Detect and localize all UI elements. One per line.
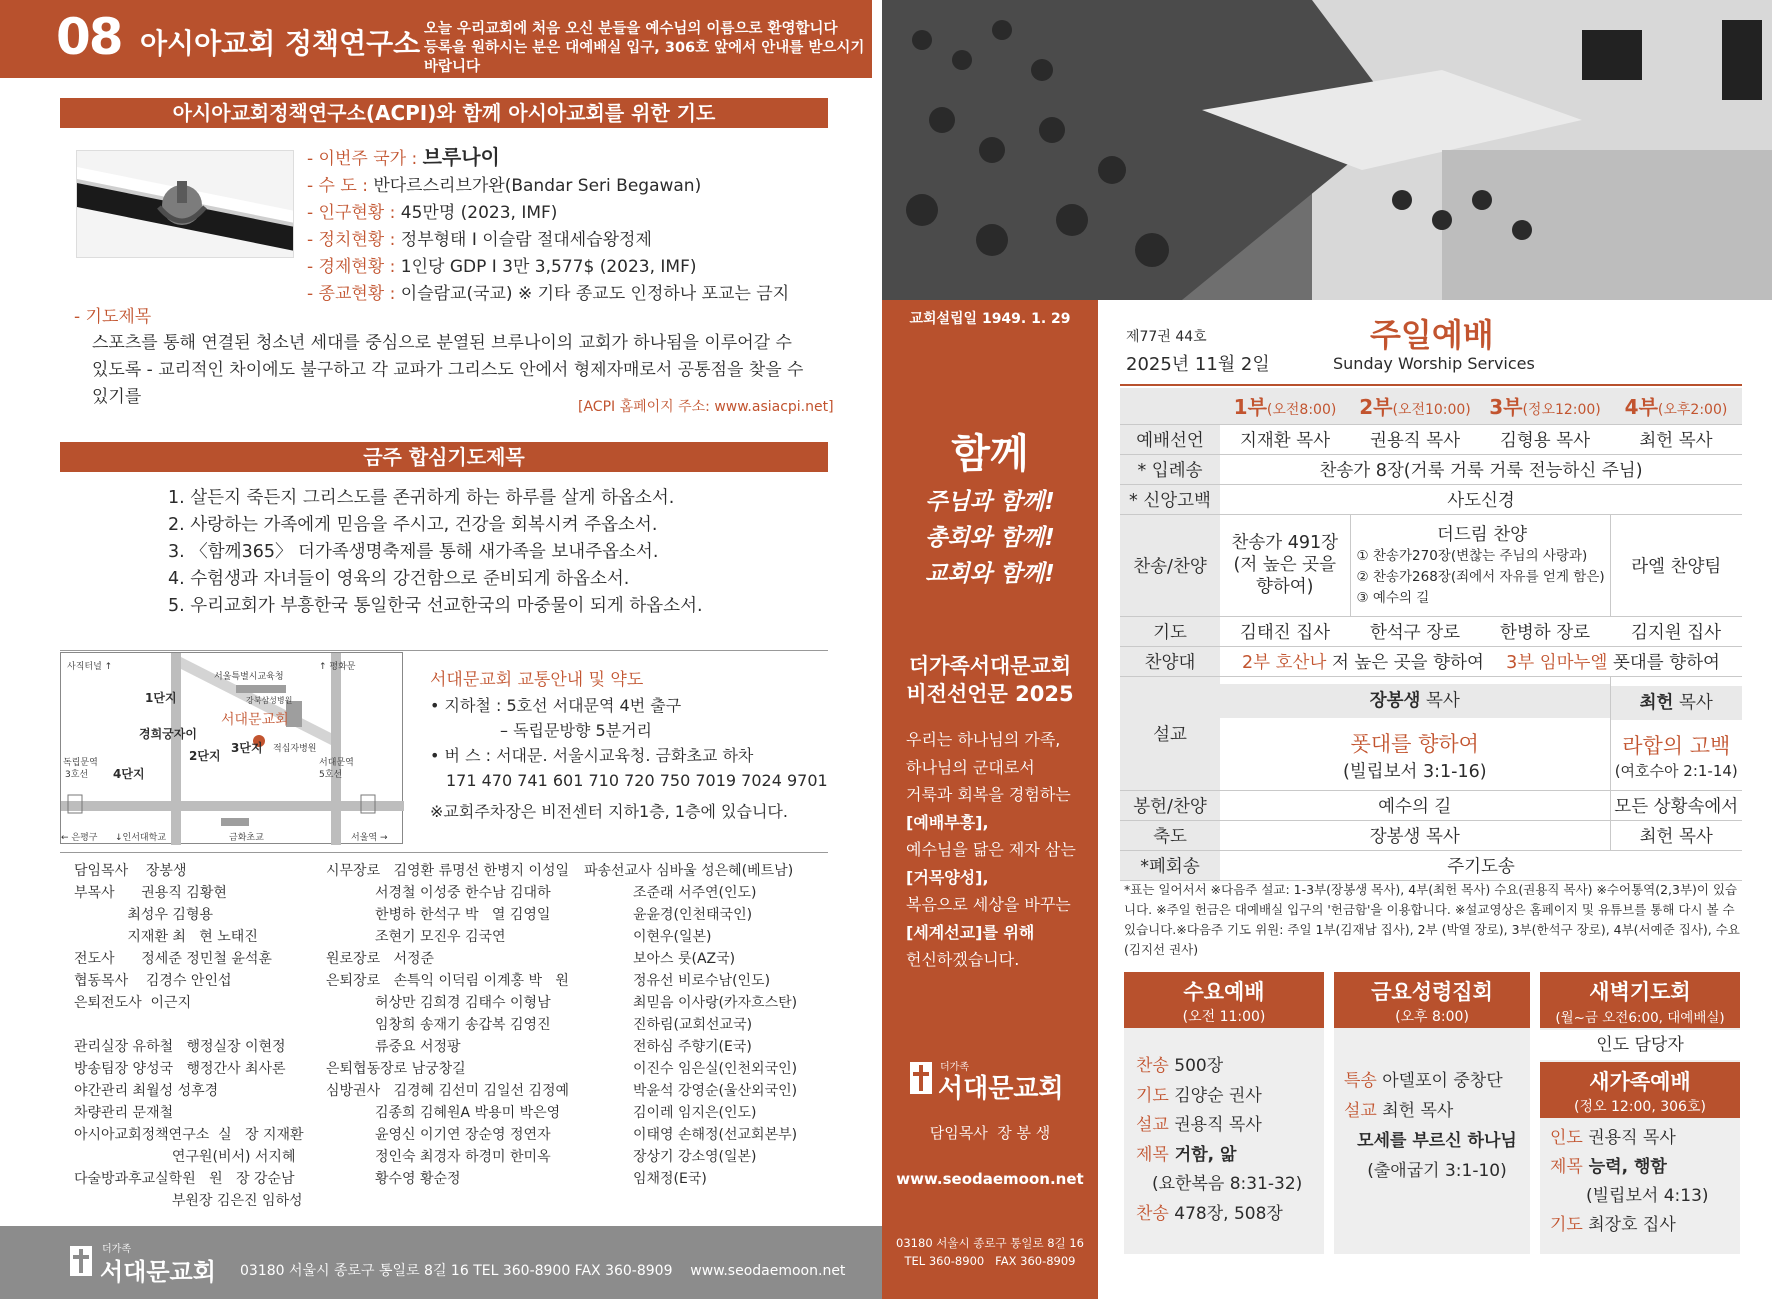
wednesday-service: 수요예배 (오전 11:00) 찬송 500장 기도 김양순 권사 설교 권용직 목사 제목 거함, 앎 (요한복음 8:31-32) 찬송 478장, 508장: [1124, 972, 1324, 1254]
service-title-en: Sunday Worship Services: [1333, 354, 1535, 373]
table-row: * 신앙고백 사도신경: [1120, 484, 1742, 514]
transport-title: 서대문교회 교통안내 및 약도: [430, 670, 644, 690]
footer-address: 03180 서울시 종로구 통일로 8길 16 TEL 360-8900 FAX 360-8909 www.seodaemoon.net: [240, 1263, 846, 1279]
fact-religion: - 종교현황 : 이슬람교(국교) ※ 기타 종교도 인정하나 포교는 금지: [307, 284, 790, 304]
staff-list-2: 시무장로 김영환 류명선 한병지 이성일 서경철 이성중 한수남 김대하 한병하 한석구 박 열 김영일 조현기 모진우 김국연 원로장로 서정준 은퇴장로 손특익 이덕림 이계홍 박 원 허상만 김희경 김태수 이형남 임창희 송재기 송갑복 김영진 류중요 서정팡 은퇴협동장로 남궁창길 심방권사 김경혜 김선미 김일선 김정예 김종희 김혜원A 박용미 박은영 윤영신 이기연 장순영 정연자 정인숙 최경자 하경미 한미옥 황수영 황순정: [326, 863, 570, 1187]
subway-direction: – 독립문방향 5분거리: [500, 721, 652, 740]
acpi-band: 아시아교회정책연구소(ACPI)와 함께 아시아교회를 위한 기도: [60, 98, 828, 128]
country-facts: [307, 144, 789, 308]
founded-date: 교회설립일 1949. 1. 29: [909, 311, 1071, 327]
prayer-topic-title: - 기도제목: [74, 307, 152, 327]
table-row: 예배선언 지재환 목사 권용직 목사 김형용 목사 최헌 목사: [1120, 424, 1742, 454]
acpi-website[interactable]: [ACPI 홈페이지 주소: www.asiacpi.net]: [578, 399, 834, 415]
page-header: [0, 0, 872, 78]
footer-logo-small: 더가족: [102, 1244, 131, 1255]
footer: [0, 1226, 882, 1299]
service-title: 주일예배: [1370, 316, 1494, 354]
prayer-topic-line-3: 있기를: [92, 387, 142, 407]
table-row: *폐회송 주기도송: [1120, 850, 1742, 880]
prayer-band: 금주 합심기도제목: [60, 442, 828, 472]
worship-photo: [882, 0, 1772, 300]
church-logo-icon: [910, 1062, 932, 1094]
subway-line: • 지하철 : 5호선 서대문역 4번 출구: [430, 696, 682, 715]
welcome-note: [424, 20, 872, 77]
table-row: 설교 장봉생 목사 폿대를 향하여 (빌립보서 3:1-16) 최헌 목사 라합의 고백 (여호수아 2:1-14): [1120, 676, 1742, 790]
footer-logo-name: 서대문교회: [100, 1258, 216, 1286]
senior-pastor: 담임목사 장 봉 생: [929, 1124, 1051, 1142]
prayer-item: 5. 우리교회가 부흥한국 통일한국 선교한국의 마중물이 되게 하옵소서.: [168, 596, 703, 616]
vision-title: 더가족서대문교회 비전선언문 2025: [906, 654, 1074, 706]
motto: 주님과 함께! 총회와 함께! 교회와 함께!: [925, 489, 1055, 587]
page-number: 08: [56, 8, 122, 66]
service-notes: *표는 일어서서 ※다음주 설교: 1-3부(장봉생 목사), 4부(최헌 목사) 수요(권용직 목사) ※수어통역(2,3부)이 있습니다. ※주일 헌금은 대예배실 입구의 '헌금함'을 이용합니다. ※설교영상은 홈페이지 및 유튜브를 통해 다시 볼 수 있습니다.※다음주 기도 위원: 주일 1부(김재남 집사), 2부 (박열 장로), 3부(한석구 장로), 4부(서예준 집사), 수요(김지선 권사): [1124, 882, 1740, 957]
fact-capital: - 수 도 : 반다르스리브가완(Bandar Seri Begawan): [307, 176, 702, 196]
transport-info: [430, 668, 828, 824]
fact-population: - 인구현황 : 45만명 (2023, IMF): [307, 203, 558, 223]
worship-order-table: 1부(오전8:00) 2부(오전10:00) 3부(정오12:00) 4부(오후2:00) 예배선언 지재환 목사 권용직 목사 김형용 목사 최헌 목사 * 입례송 찬송가 8장(거룩 거룩 거룩 전능하신 주님) * 신앙고백 사도신경 찬송/찬양 찬송가 491장 (저 높은 곳을 향하여) 더드림 찬양 ① 찬송가270장(변찮는 주님의 사랑과) ② 찬송가268장(죄에서 자유를 얻게 함은) ③ 예수의 길 라엘 찬양팀 기도 김태진 집사 한석구 장로 한병하 장로 김지원 집사 찬양대 2부 호산나 저 높은 곳을 향하여 3부 임마누엘 폿대를 향하여 설교 장봉생 목사 폿대를 향하여 (빌립보서 3:1-16) 최헌 목사 라합의 고백 (여호수아 2:1-14) 봉헌/찬양 예수의 길 모든 상황속에서 축도 장봉생 목사 최헌 목사 *폐회송 주기도송: [1120, 388, 1742, 881]
prayer-item: 1. 살든지 죽든지 그리스도를 존귀하게 하는 하루를 살게 하옵소서.: [168, 488, 675, 508]
table-row: 축도 장봉생 목사 최헌 목사: [1120, 820, 1742, 850]
bus-numbers: 171 470 741 601 710 720 750 7019 7024 9701: [446, 771, 828, 790]
prayer-list: [168, 485, 703, 620]
page-title: 아시아교회 정책연구소: [140, 27, 421, 60]
table-row: * 입례송 찬송가 8장(거룩 거룩 거룩 전능하신 주님): [1120, 454, 1742, 484]
prayer-item: 2. 사랑하는 가족에게 믿음을 주시고, 건강을 회복시켜 주옵소서.: [168, 515, 658, 535]
parking-note: ※교회주차장은 비전센터 지하1층, 1층에 있습니다.: [430, 802, 788, 821]
prayer-item: 4. 수험생과 자녀들이 영육의 강건함으로 준비되게 하옵소서.: [168, 569, 630, 589]
address: 03180 서울시 종로구 통일로 8길 16 TEL 360-8900 FAX 360-8909: [896, 1236, 1084, 1268]
table-row: 찬송/찬양 찬송가 491장 (저 높은 곳을 향하여) 더드림 찬양 ① 찬송가270장(변찮는 주님의 사랑과) ② 찬송가268장(죄에서 자유를 얻게 함은) ③ 예수의 길 라엘 찬양팀: [1120, 514, 1742, 616]
vision-text: 우리는 하나님의 가족, 하나님의 군대로서 거룩과 회복을 경험하는 [예배부흥], 예수님을 닮은 제자 삼는 [거목양성], 복음으로 세상을 바꾸는 [세계선교]를 위해 헌신하겠습니다.: [906, 730, 1076, 969]
together-title: 함께: [951, 431, 1029, 477]
logo-name: 서대문교회: [938, 1074, 1064, 1104]
staff-list-1: 담임목사 장봉생 부목사 권용직 김황현 최성우 김형용 지재환 최 현 노태진 전도사 정세준 정민철 윤석훈 협동목사 김경수 안인섭 은퇴전도사 이근지 관리실장 유하철 행정실장 이현정 방송팀장 양성국 행정간사 최사론 야간관리 최월성 성후경 차량관리 문재철 아시아교회정책연구소 실 장 지재환 연구원(비서) 서지혜 다술방과후교실학원 원 장 강순남 부원장 김은진 임하성: [74, 863, 304, 1209]
fact-country: - 이번주 국가 : 브루나이: [307, 145, 500, 169]
volume-number: 제77권 44호: [1126, 329, 1207, 345]
friday-service: 금요성령집회 (오후 8:00) 특송 아델포이 중창단 설교 최헌 목사 모세를 부르신 하나님 (출애굽기 3:1-10): [1334, 972, 1530, 1254]
table-row: 봉헌/찬양 예수의 길 모든 상황속에서: [1120, 790, 1742, 820]
staff-list-3: 파송선교사 심바울 성은혜(베트남) 조준래 서주연(인도) 윤윤경(인천태국인) 이현우(일본) 보아스 룻(AZ국) 정유선 비로수남(인도) 최믿음 이사랑(카자흐스탄) 진하림(교회선교국) 전하심 주향기(E국) 이진수 임은실(인천외국인) 박윤석 강영순(울산외국인) 김이레 임지은(인도) 이태영 손해정(선교회본부) 장상기 강소영(일본) 임채정(E국): [584, 863, 798, 1187]
table-row: 기도 김태진 집사 한석구 장로 한병하 장로 김지원 집사: [1120, 616, 1742, 646]
fact-politics: - 정치현황 : 정부형태 I 이슬람 절대세습왕정제: [307, 230, 652, 250]
dawn-and-newfamily: 새벽기도회 (월~금 오전6:00, 대예배실) 인도 담당자 새가족예배 (정오 12:00, 306호) 인도 권용직 목사 제목 능력, 행함 (빌립보서 4:13) 기도 최장호 집사: [1540, 972, 1740, 1254]
prayer-topic-line-1: 스포츠를 통해 연결된 청소년 세대를 중심으로 분열된 브루나이의 교회가 하나됨을 이루어갈 수: [92, 333, 792, 353]
prayer-item: 3. 〈함께365〉 더가족생명축제를 통해 새가족을 보내주옵소서.: [168, 542, 659, 562]
church-logo-icon: [70, 1246, 92, 1276]
middle-column: [882, 300, 1098, 1299]
brunei-flag-image: [76, 150, 294, 258]
prayer-topic-line-2: 있도록 - 교리적인 차이에도 불구하고 각 교파가 그리스도 안에서 형제자매로서 공통점을 찾을 수: [92, 360, 804, 380]
service-date: 2025년 11월 2일: [1126, 354, 1270, 375]
bus-line: • 버 스 : 서대문. 서울시교육청. 금화초교 하차: [430, 746, 754, 765]
welcome-line-1: 오늘 우리교회에 처음 오신 분들을 예수님의 이름으로 환영합니다: [424, 21, 838, 37]
logo-small: 더가족: [940, 1062, 969, 1073]
divider: [60, 650, 828, 651]
fact-economy: - 경제현황 : 1인당 GDP I 3만 3,577$ (2023, IMF): [307, 257, 697, 277]
church-map: 사직터널 ↑ 서울특별시교육청 강북삼성병원 ↑ 평화문 1단지 서대문교회 경희궁자이 2단지 3단지 적십자병원 독립문역 3호선 4단지 서대문역 5호선 ← 은평구 ↓인서대학교 금화초교 서울역 →: [60, 652, 403, 844]
divider: [60, 852, 828, 853]
website[interactable]: www.seodaemoon.net: [896, 1170, 1084, 1188]
welcome-line-2: 등록을 원하시는 분은 대예배실 입구, 306호 앞에서 안내를 받으시기 바랍니다: [424, 40, 865, 75]
table-row: 찬양대 2부 호산나 저 높은 곳을 향하여 3부 임마누엘 폿대를 향하여: [1120, 646, 1742, 676]
